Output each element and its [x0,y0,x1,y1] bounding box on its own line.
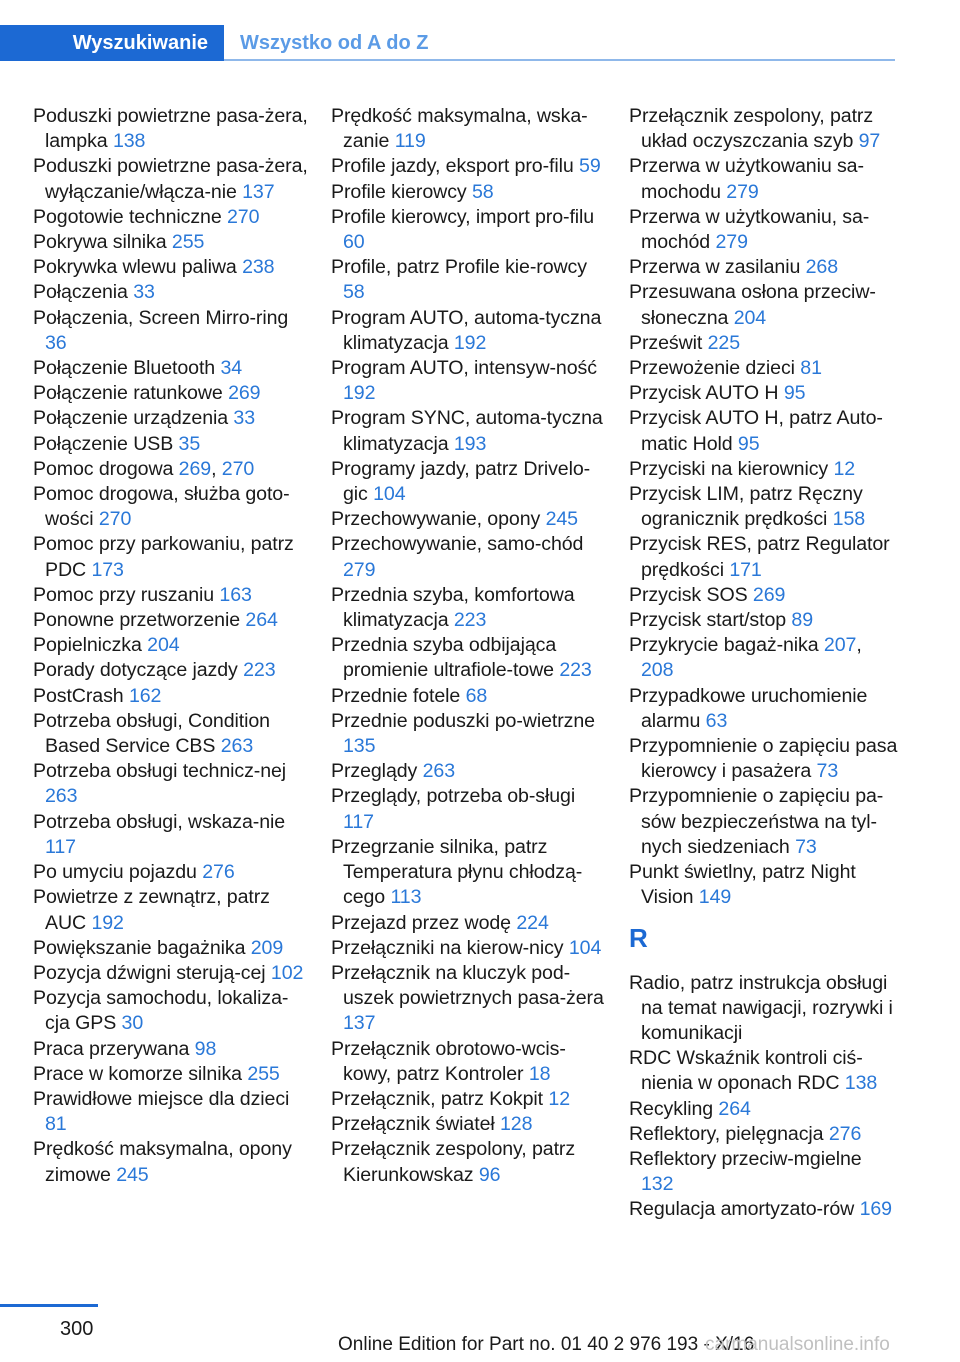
page-link[interactable]: 33 [133,281,155,304]
index-entry-text: Prześwit [629,331,703,354]
index-entry-text: Poduszki powietrzne pasa-żera, wyłączanie/włącza-nie [33,155,308,203]
index-entry-text: RDC Wskaźnik kontroli ciś-nienia w oponach RDC [629,1047,863,1095]
index-entry-text: Prawidłowe miejsce dla dzieci [33,1087,290,1110]
index-entry [33,205,308,230]
index-entry-text: Przycisk start/stop [629,609,787,632]
index-entry [629,482,899,532]
page-link[interactable]: 34 [220,357,243,380]
index-entry-text: Pomoc przy ruszaniu [33,583,215,606]
page-link[interactable]: 223 [559,659,592,682]
page-link[interactable]: 270 [221,457,255,480]
page-link[interactable]: 192 [453,331,487,354]
index-entry-text: Po umyciu pojazdu [33,861,197,884]
index-entry-text: Połączenie ratunkowe [33,382,223,405]
page-link[interactable]: 36 [45,331,67,354]
page-link[interactable]: 173 [91,558,124,581]
index-entry [33,104,308,154]
watermark: carmanualsonline.info [705,1334,890,1355]
index-entry [331,784,606,834]
page-link[interactable]: 162 [128,684,162,707]
index-entry-text: Przerwa w użytkowaniu sa-mochodu [629,155,864,203]
index-entry [331,633,606,683]
index-entry [629,356,899,381]
index-entry-text: Przednia szyba, komfortowa klimatyzacja [331,583,575,632]
page-link[interactable]: 59 [579,155,601,178]
page-link[interactable]: 63 [705,709,728,732]
index-entry [331,532,606,582]
page-link[interactable]: 128 [499,1113,533,1136]
index-entry [331,306,606,356]
index-entry [629,457,899,482]
index-entry-text: Potrzeba obsługi, wskaza-nie [33,810,286,833]
page-link[interactable]: 12 [548,1087,570,1110]
index-entry-text: Przechowywanie, opony [331,508,541,531]
index-entry [629,532,899,582]
index-entry [33,658,308,683]
index-entry-text: Przyciski na kierownicy [629,457,829,480]
index-entry [331,1087,606,1112]
index-entry-text: Powietrze z zewnątrz, patrz AUC [33,886,270,934]
index-entry [33,986,308,1036]
index-entry-text: Profile kierowcy, import pro-filu [331,205,595,228]
index-entry-text: Przycisk SOS [629,583,748,606]
index-entry [331,911,606,936]
page-link[interactable]: 238 [242,256,275,279]
index-entry-text: Radio, patrz instrukcja obsługi na temat nawigacji, rozrywki i komunikacji [629,971,893,1044]
index-entry-text: Połączenia [33,281,128,304]
index-entry [629,255,899,280]
page-link[interactable]: 12 [833,457,856,480]
index-entry-text: Pozycja samochodu, lokaliza-cja GPS [33,987,289,1035]
index-entry [33,280,308,305]
page-link[interactable]: 30 [121,1012,144,1035]
index-entry [331,104,606,154]
index-entry-text: Przeglądy, potrzeba ob-sługi [331,785,576,808]
index-entry-text: Przełącznik na kluczyk pod-uszek powietrznych pasa-żera [331,961,604,1010]
index-entry-text: Przypomnienie o zapięciu pasa kierowcy i pasażera [629,735,898,783]
page-link[interactable]: 149 [698,886,732,909]
index-entry [33,684,308,709]
index-entry [331,835,606,911]
page-number: 300 [60,1318,94,1340]
index-entry [629,154,899,204]
index-entry [33,759,308,809]
index-entry-text: Programy jazdy, patrz Drivelo-gic [331,457,591,506]
index-entry [331,1037,606,1087]
index-entry [331,180,606,205]
index-entry-text: Popielniczka [33,634,142,657]
index-entry [331,1137,606,1187]
page-link[interactable]: 204 [733,306,767,329]
page-link[interactable]: 81 [800,357,822,380]
index-entry: Przykrycie bagaż-nika 207, 208 [629,634,862,682]
index-entry [33,961,308,986]
page-link[interactable]: 204 [147,634,180,657]
page-link[interactable]: 163 [219,583,252,606]
index-entry [629,381,899,406]
index-entry [331,1112,606,1137]
page-link[interactable]: 279 [715,231,748,254]
index-entry [629,406,899,456]
page-link[interactable]: 263 [422,760,455,783]
index-entry-text: Przeglądy [331,760,418,783]
index-entry-text: Połączenie USB [33,432,174,455]
index-entry-text: Reflektory przeciw-mgielne [629,1147,862,1170]
page-link[interactable]: 138 [112,130,146,153]
index-entry [33,381,308,406]
index-entry [331,961,606,1037]
header-tabs [0,25,895,61]
index-entry [33,709,308,759]
index-entry-text: Przełączniki na kierow-nicy [331,936,564,959]
page-link[interactable]: 264 [245,609,278,632]
index-entry [33,230,308,255]
page-link[interactable]: 35 [178,432,201,455]
page-link[interactable]: 223 [453,609,487,632]
footer-divider [0,1304,98,1307]
index-entry [33,608,308,633]
tab-a-to-z[interactable]: Wszystko od A do Z [240,32,429,54]
page-link[interactable]: 193 [453,432,487,455]
index-entry [331,759,606,784]
page-link[interactable]: 137 [242,180,275,203]
index-entry [331,255,606,305]
index-entry [33,885,308,935]
page-link[interactable]: 81 [45,1113,67,1136]
index-entry-text: Przycisk AUTO H [629,382,779,405]
index-entry-text: Połączenia, Screen Mirro-ring [33,306,289,329]
page-link[interactable]: 135 [343,735,376,758]
index-entry-text: Prędkość maksymalna, wska-zanie [331,105,588,153]
page-link[interactable]: 33 [233,407,256,430]
page-link[interactable]: 269 [228,382,261,405]
index-entry-text: Przełącznik świateł [331,1113,495,1136]
page-link[interactable]: 269 [752,583,786,606]
page-link[interactable]: 255 [171,231,205,254]
page-link[interactable]: 95 [783,382,806,405]
page-link[interactable]: 207 [823,634,857,657]
index-entry-text: Profile kierowcy [331,180,467,203]
index-entry [33,356,308,381]
page-link[interactable]: 276 [828,1122,862,1145]
page-link[interactable]: 58 [343,281,365,304]
index-entry-text: Prace w komorze silnika [33,1062,242,1085]
page-link[interactable]: 270 [98,508,132,531]
index-entry [331,936,606,961]
index-entry [629,1197,899,1222]
index-entry-text: Punkt świetlny, patrz Night Vision [629,861,856,909]
page-link[interactable]: 95 [737,432,760,455]
page-link[interactable]: 223 [243,659,276,682]
page-link[interactable]: 276 [202,861,235,884]
index-entry [33,1062,308,1087]
index-entry-text: Prędkość maksymalna, opony zimowe [33,1138,292,1186]
page-link[interactable]: 137 [343,1012,376,1035]
index-entry-text: Przewożenie dzieci [629,357,795,380]
index-entry-text: Pomoc drogowa, służba goto-wości [33,483,290,531]
index-entry-text: Recykling [629,1097,714,1120]
page-link[interactable]: 89 [791,609,814,632]
index-entry [33,432,308,457]
index-entry [629,734,899,784]
index-entry-text: Profile jazdy, eksport pro-filu [331,155,574,178]
page-link[interactable]: 68 [465,684,488,707]
index-entry-text: Pozycja dźwigni sterują-cej [33,961,266,984]
page-link[interactable]: 73 [816,760,839,783]
page-link[interactable]: 279 [726,180,759,203]
page-link[interactable]: 263 [220,735,254,758]
index-entry [331,709,606,759]
page-link[interactable]: 117 [343,810,374,833]
index-entry-text: PostCrash [33,684,124,707]
index-entry [629,608,899,633]
index-entry-text: Przykrycie bagaż-nika [629,634,819,657]
index-entry [33,810,308,860]
page-link[interactable]: 171 [729,558,762,581]
page-link[interactable]: 73 [795,835,817,858]
tab-search[interactable]: Wyszukiwanie [0,25,224,61]
page-link[interactable]: 104 [568,936,602,959]
page-link[interactable]: 245 [545,508,578,531]
index-entry-text: Przejazd przez wodę [331,911,511,934]
index-entry-text: Profile, patrz Profile kie-rowcy [331,256,587,279]
index-entry [33,1137,308,1187]
index-entry [629,280,899,330]
index-entry-text: Program AUTO, automa-tyczna klimatyzacja [331,306,602,354]
index-entry [33,1037,308,1062]
header-divider [224,59,895,61]
index-entry [331,583,606,633]
page-link[interactable]: 158 [832,508,866,531]
index-entry-text: Powiększanie bagażnika [33,936,246,959]
index-entry-text: Przycisk LIM, patrz Ręczny ogranicznik prędkości [629,483,863,531]
page-link[interactable]: 119 [394,130,426,153]
index-entry-text: Praca przerywana [33,1037,190,1060]
index-entry [331,684,606,709]
index-entry [629,1046,899,1096]
index-entry-text: Przycisk RES, patrz Regulator prędkości [629,533,890,581]
page-link[interactable]: 225 [707,331,740,354]
index-entry-text: Ponowne przetworzenie [33,609,241,632]
page-link[interactable]: 270 [226,205,260,228]
page-link[interactable]: 97 [858,130,881,153]
index-entry-text: Pomoc drogowa [33,457,174,480]
page-link[interactable]: 138 [844,1072,878,1095]
index-entry [629,583,899,608]
page-link[interactable]: 192 [343,382,376,405]
page-link[interactable]: 113 [390,886,422,909]
page-link[interactable]: 58 [471,180,494,203]
index-entry-text: Przełącznik zespolony, patrz układ oczyszczania szyb [629,105,874,153]
index-entry-text: Regulacja amortyzato-rów [629,1198,855,1221]
index-entry-text: Reflektory, pielęgnacja [629,1122,824,1145]
index-entry [331,154,606,179]
index-entry-text: Połączenie Bluetooth [33,357,216,380]
index-entry [629,1147,899,1197]
index-column-1 [33,104,308,1188]
index-entry [33,306,308,356]
index-entry-text: Poduszki powietrzne pasa-żera, lampka [33,105,308,153]
page-link[interactable]: 192 [91,911,124,934]
page-link[interactable]: 268 [805,256,839,279]
index-entry-text: Potrzeba obsługi technicz-nej [33,760,287,783]
index-entry [629,860,899,910]
page-link[interactable]: 269 [178,457,212,480]
index-entry [629,331,899,356]
index-entry [629,784,899,860]
index-entry [331,507,606,532]
index-entry [629,971,899,1047]
index-entry-text: Pogotowie techniczne [33,205,222,228]
index-entry-text: Przycisk AUTO H, patrz Auto-matic Hold [629,407,883,455]
index-entry-text: Przegrzanie silnika, patrz Temperatura płynu chłodzą-cego [331,835,583,909]
index-entry-text: Przypadkowe uruchomienie alarmu [629,684,868,732]
index-entry-text: Porady dotyczące jazdy [33,659,238,682]
index-entry [331,457,606,507]
index-entry-text: Przerwa w użytkowaniu, sa-mochód [629,205,870,254]
page-link[interactable]: 96 [478,1163,501,1186]
page-link[interactable]: 264 [718,1097,751,1120]
index-entry [33,1087,308,1137]
page-link[interactable]: 263 [45,785,78,808]
index-entry-text: Przełącznik, patrz Kokpit [331,1087,544,1110]
index-entry-text: Połączenie urządzenia [33,407,229,430]
index-entry-text: Przełącznik obrotowo-wcis-kowy, patrz Kontroler [331,1037,566,1085]
page-link[interactable]: 279 [343,558,376,581]
index-entry-text: Pomoc przy parkowaniu, patrz PDC [33,533,294,581]
index-entry [33,583,308,608]
page-link[interactable]: 224 [516,911,549,934]
edition-note: Online Edition for Part no. 01 40 2 976 193 - X/16 [338,1334,755,1355]
index-entry [629,684,899,734]
index-entry [33,406,308,431]
page-link[interactable]: 98 [194,1037,217,1060]
index-entry-text: Przednie fotele [331,684,461,707]
index-entry-text: Przesuwana osłona przeciw-słoneczna [629,281,876,329]
index-entry [33,936,308,961]
index-entry-text: Pokrywa silnika [33,231,167,254]
index-entry-text: Przerwa w zasilaniu [629,256,801,279]
index-entry [33,860,308,885]
index-entry [629,205,899,255]
index-entry-text: Pokrywka wlewu paliwa [33,256,237,279]
index-entry: Pomoc drogowa 269, 270 [33,457,255,480]
page-link[interactable]: 104 [373,483,406,506]
page-link[interactable]: 102 [270,961,304,984]
index-entry [33,532,308,582]
index-entry-text: Przechowywanie, samo-chód [331,533,584,556]
index-column-3 [629,104,899,1223]
index-entry-text: Program AUTO, intensyw-ność [331,357,597,380]
page-link[interactable]: 18 [528,1062,551,1085]
page-link[interactable]: 60 [343,231,365,254]
page-link[interactable]: 255 [247,1062,280,1085]
page-link[interactable]: 245 [116,1163,149,1186]
index-entry-text: Przednia szyba odbijająca promienie ultrafiole-towe [331,634,557,682]
index-entry-text: Potrzeba obsługi, Condition Based Service CBS [33,709,270,758]
index-entry [629,1122,899,1147]
page-link[interactable]: 117 [45,835,76,858]
section-letter: R [629,922,648,953]
index-entry-text: Przednie poduszki po-wietrzne [331,709,595,732]
index-column-2 [331,104,606,1188]
page-link[interactable]: 132 [641,1173,674,1196]
index-entry [629,1097,899,1122]
page-link[interactable]: 209 [250,936,284,959]
index-entry [33,154,308,204]
index-entry [629,104,899,154]
index-entry-text: Przełącznik zespolony, patrz Kierunkowskaz [331,1138,576,1186]
index-entry [331,356,606,406]
index-entry [331,205,606,255]
page-link[interactable]: 208 [641,659,674,682]
index-entry [33,633,308,658]
index-entry [33,255,308,280]
index-entry-text: Program SYNC, automa-tyczna klimatyzacja [331,407,603,455]
index-entry-text: Przypomnienie o zapięciu pa-sów bezpieczeństwa na tyl-nych siedzeniach [629,785,884,858]
index-entry [331,406,606,456]
index-entry [33,482,308,532]
page-link[interactable]: 169 [859,1198,892,1221]
